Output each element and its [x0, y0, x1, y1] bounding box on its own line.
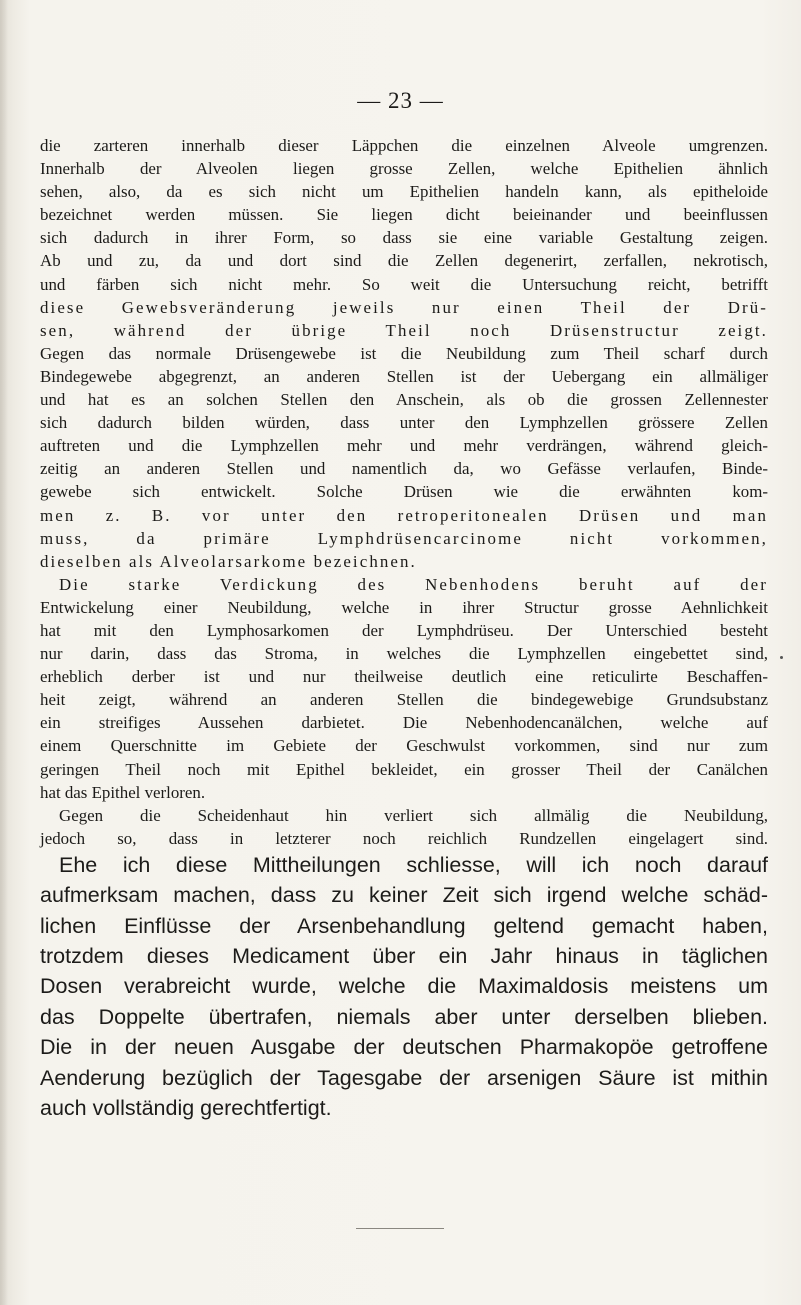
text-line: hat das Epithel verloren. — [40, 782, 206, 802]
text-line: sich dadurch bilden würden, dass unter den Lymphzellen grössere Zellen — [40, 413, 768, 433]
text-line: Innerhalb der Alveolen liegen grosse Zellen, welche Epithelien ähnlich — [40, 159, 768, 179]
text-line: geringen Theil noch mit Epithel bekleidet, ein grosser Theil der Canälchen — [40, 759, 768, 779]
text-line: gewebe sich entwickelt. Solche Drüsen wie die erwähnten kom- — [40, 482, 768, 502]
page-gutter-shadow — [0, 0, 8, 1305]
text-line: die zarteren innerhalb dieser Läppchen die einzelnen Alveole umgrenzen. — [40, 136, 768, 155]
large-text-line: aufmerksam machen, dass zu keiner Zeit sich irgend welche schäd- — [40, 883, 768, 908]
large-text-line: Die in der neuen Ausgabe der deutschen Pharmakopöe getroffene — [40, 1035, 768, 1060]
text-line: und hat es an solchen Stellen den Anschein, als ob die grossen Zellennester — [40, 390, 768, 410]
text-line: auftreten und die Lymphzellen mehr und mehr verdrängen, während gleich- — [40, 436, 768, 456]
text-line: Bindegewebe abgegrenzt, an anderen Stellen ist der Uebergang ein allmäliger — [40, 366, 768, 386]
text-line: nur darin, dass das Stroma, in welches die Lymphzellen eingebettet sind, — [40, 644, 768, 664]
page-number: — 23 — — [357, 88, 444, 113]
margin-dot — [780, 656, 783, 659]
large-text-line: das Doppelte übertrafen, niemals aber unter derselben blieben. — [40, 1004, 768, 1029]
text-line-spaced: diese Gewebsveränderung jeweils nur einen Theil der Drü- — [40, 297, 768, 317]
text-line: sich dadurch in ihrer Form, so dass sie eine variable Gestaltung zeigen. — [40, 228, 768, 248]
large-text-line: Ehe ich diese Mittheilungen schliesse, will ich noch darauf — [59, 852, 768, 877]
text-line: einem Querschnitte im Gebiete der Geschwulst vorkommen, sind nur zum — [40, 736, 768, 756]
text-line: sehen, also, da es sich nicht um Epithelien handeln kann, als epitheloide — [40, 182, 768, 202]
end-rule — [356, 1228, 444, 1229]
text-line: heit zeigt, während an anderen Stellen die bindegewebige Grundsubstanz — [40, 690, 768, 710]
text-line: Entwickelung einer Neubildung, welche in ihrer Structur grosse Aehnlichkeit — [40, 597, 768, 617]
large-text-line: Aenderung bezüglich der Tagesgabe der arsenigen Säure ist mithin — [40, 1065, 768, 1090]
large-text-line: auch vollständig gerechtfertigt. — [40, 1096, 332, 1121]
text-line: und färben sich nicht mehr. So weit die Untersuchung reicht, betrifft — [40, 274, 768, 294]
text-line: erheblich derber ist und nur theilweise deutlich eine reticulirte Beschaffen- — [40, 667, 768, 687]
text-line-spaced: sen, während der übrige Theil noch Drüsenstructur zeigt. — [40, 320, 768, 340]
text-line-spaced: Die starke Verdickung des Nebenhodens beruht auf der — [59, 574, 768, 594]
text-line: zeitig an anderen Stellen und namentlich da, wo Gefässe verlaufen, Binde- — [40, 459, 768, 479]
text-line: ein streifiges Aussehen darbietet. Die Nebenhodencanälchen, welche auf — [40, 713, 768, 733]
large-text-line: Dosen verabreicht wurde, welche die Maximaldosis meistens um — [40, 974, 768, 999]
large-text-line: lichen Einflüsse der Arsenbehandlung geltend gemacht haben, — [40, 913, 768, 938]
text-line-spaced: men z. B. vor unter den retroperitonealen Drüsen und man — [40, 505, 768, 525]
text-line-spaced: dieselben als Alveolarsarkome bezeichnen. — [40, 551, 417, 571]
body-text — [40, 134, 768, 1123]
text-line: bezeichnet werden müssen. Sie liegen dicht beieinander und beeinflussen — [40, 205, 768, 225]
text-line: hat mit den Lymphosarkomen der Lymphdrüseu. Der Unterschied besteht — [40, 620, 768, 640]
text-line: Gegen das normale Drüsengewebe ist die Neubildung zum Theil scharf durch — [40, 343, 768, 363]
text-line: Ab und zu, da und dort sind die Zellen degenerirt, zerfallen, nekrotisch, — [40, 251, 768, 271]
large-text-line: trotzdem dieses Medicament über ein Jahr hinaus in täglichen — [40, 944, 768, 969]
text-line: jedoch so, dass in letzterer noch reichlich Rundzellen eingelagert sind. — [40, 828, 768, 848]
text-line-spaced: muss, da primäre Lymphdrüsencarcinome nicht vorkommen, — [40, 528, 768, 548]
text-line: Gegen die Scheidenhaut hin verliert sich allmälig die Neubildung, — [59, 805, 768, 825]
